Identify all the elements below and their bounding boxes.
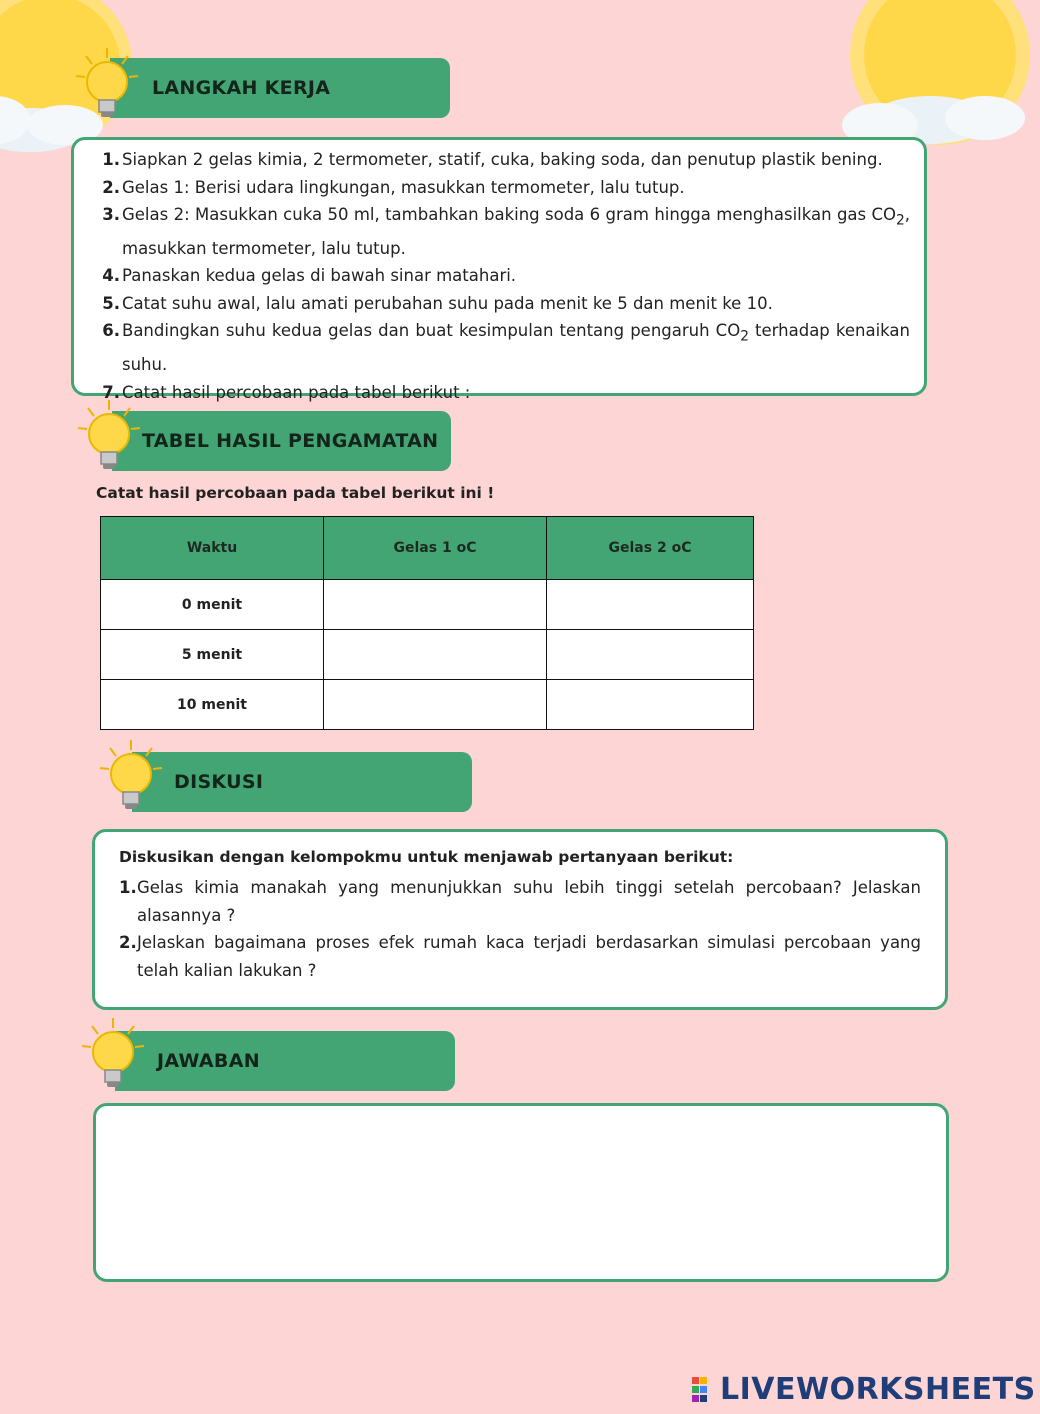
list-item: 6. Bandingkan suhu kedua gelas dan buat kesimpulan tentang pengaruh $CO_2$ terhadap kenaikan suhu. <box>102 321 910 375</box>
list-item: 5. Catat suhu awal, lalu amati perubahan suhu pada menit ke 5 dan menit ke 10. <box>102 293 773 313</box>
jawaban-header <box>115 1031 455 1091</box>
list-item: 1. Gelas kimia manakah yang menunjukkan suhu lebih tinggi setelah percobaan? Jelaskan alasannya ? <box>119 878 921 925</box>
list-item: 4. Panaskan kedua gelas di bawah sinar matahari. <box>102 266 517 286</box>
langkah-steps-list <box>90 146 910 406</box>
table-row <box>101 580 754 630</box>
tabel-title: TABEL HASIL PENGAMATAN <box>142 430 439 452</box>
list-item: 2. Gelas 1: Berisi udara lingkungan, masukkan termometer, lalu tutup. <box>102 177 685 197</box>
list-item: 2. Jelaskan bagaimana proses efek rumah kaca terjadi berdasarkan simulasi percobaan yang telah kalian lakukan ? <box>119 933 921 980</box>
tabel-header <box>112 411 451 471</box>
diskusi-title: DISKUSI <box>174 771 264 793</box>
table-header-waktu: Waktu <box>101 517 324 580</box>
langkah-kerja-box <box>71 137 927 402</box>
list-item: 1. Siapkan 2 gelas kimia, 2 termometer, statif, cuka, baking soda, dan penutup plastik bening. <box>102 150 883 169</box>
cell-gelas1-input[interactable] <box>324 580 547 630</box>
cell-gelas2-input[interactable] <box>547 630 754 680</box>
lightbulb-icon <box>74 398 144 478</box>
cell-gelas1-input[interactable] <box>324 680 547 730</box>
cell-gelas2-input[interactable] <box>547 680 754 730</box>
lightbulb-icon <box>78 1016 148 1096</box>
liveworksheets-logo-text: LIVEWORKSHEETS <box>720 1372 1036 1407</box>
jawaban-answer-box[interactable] <box>93 1103 949 1282</box>
langkah-kerja-title: LANGKAH KERJA <box>152 77 331 99</box>
observation-table <box>100 516 754 730</box>
cell-gelas2-input[interactable] <box>547 580 754 630</box>
cell-waktu: 10 menit <box>101 680 324 730</box>
diskusi-intro: Diskusikan dengan kelompokmu untuk menjawab pertanyaan berikut: <box>119 848 734 866</box>
cell-waktu: 0 menit <box>101 580 324 630</box>
diskusi-header <box>132 752 472 812</box>
langkah-kerja-header <box>110 58 450 118</box>
diskusi-box <box>92 829 948 1010</box>
jawaban-title: JAWABAN <box>157 1050 260 1072</box>
lightbulb-icon <box>96 738 166 818</box>
liveworksheets-logo-icon <box>692 1377 716 1403</box>
table-row <box>101 630 754 680</box>
table-row <box>101 680 754 730</box>
liveworksheets-logo <box>692 1372 1036 1407</box>
table-header-gelas2: Gelas 2 oC <box>547 517 754 580</box>
list-item: 7. Catat hasil percobaan pada tabel berikut : <box>102 382 471 402</box>
tabel-instruction: Catat hasil percobaan pada tabel berikut ini ! <box>96 484 495 502</box>
diskusi-questions-list <box>119 874 921 984</box>
list-item: 3. Gelas 2: Masukkan cuka 50 ml, tambahkan baking soda 6 gram hingga menghasilkan gas $CO_2$, masukkan termometer, lalu tutup. <box>102 205 910 258</box>
table-header-gelas1: Gelas 1 oC <box>324 517 547 580</box>
cell-gelas1-input[interactable] <box>324 630 547 680</box>
cell-waktu: 5 menit <box>101 630 324 680</box>
lightbulb-icon <box>72 46 142 126</box>
